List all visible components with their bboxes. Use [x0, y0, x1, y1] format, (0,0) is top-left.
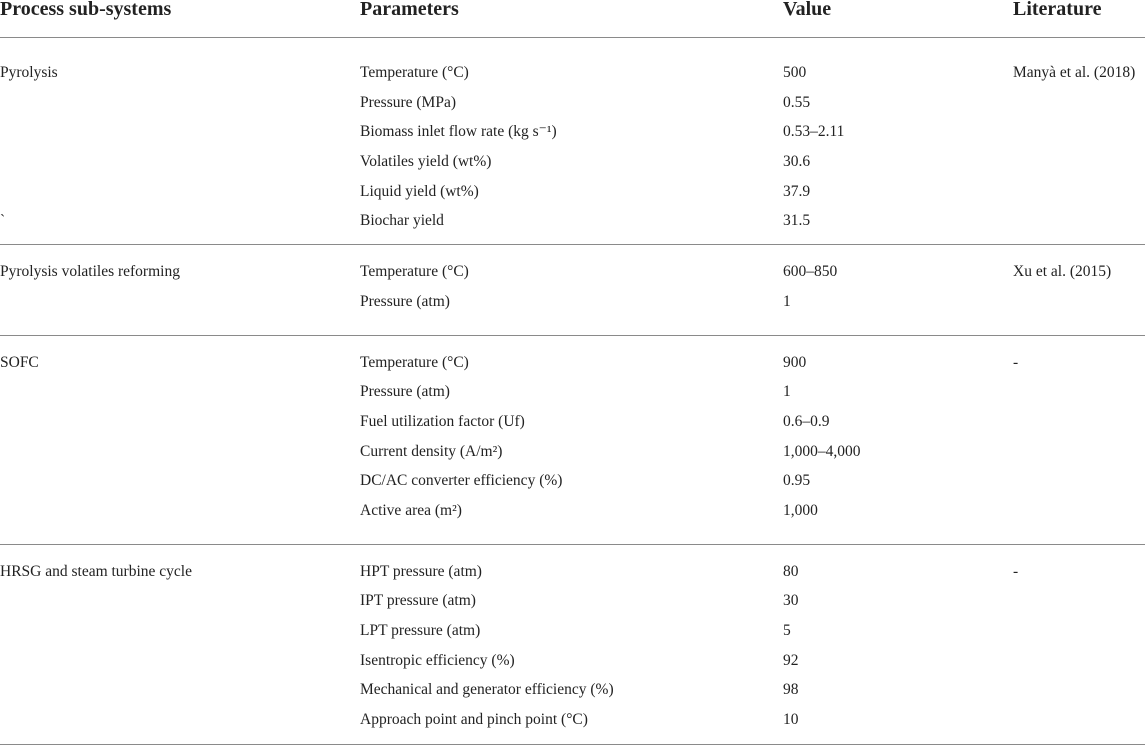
value-cell: 30 [783, 592, 799, 610]
section-hrsg [0, 545, 1145, 745]
subsystem-name: Pyrolysis [0, 64, 58, 81]
table-row [0, 177, 1145, 207]
value-cell: 0.55 [783, 93, 811, 111]
value-cell: 1,000 [783, 501, 818, 519]
parameter-cell: Fuel utilization factor (Uf) [360, 412, 525, 430]
table-row [0, 675, 1145, 705]
parameter-cell: Isentropic efficiency (%) [360, 651, 515, 669]
table-row [0, 206, 1145, 236]
value-cell: 900 [783, 353, 807, 371]
table-row [0, 407, 1145, 437]
parameter-cell: LPT pressure (atm) [360, 622, 481, 639]
table-row [0, 257, 1145, 287]
value-cell: 1,000–4,000 [783, 442, 861, 460]
value-cell: 1 [783, 292, 791, 310]
parameter-cell: Active area (m²) [360, 501, 462, 519]
value-cell: 0.6–0.9 [783, 412, 830, 430]
subsystem-name: Pyrolysis volatiles reforming [0, 263, 180, 281]
table-row [0, 616, 1145, 646]
parameter-cell: Volatiles yield (wt%) [360, 153, 492, 171]
value-cell: 500 [783, 64, 807, 81]
parameter-cell: IPT pressure (atm) [360, 592, 476, 610]
table-row [0, 586, 1145, 616]
parameter-cell: Biochar yield [360, 212, 444, 230]
table-row [0, 147, 1145, 177]
parameter-cell: Current density (A/m²) [360, 442, 503, 460]
literature-cell: - [1013, 353, 1019, 371]
table-row [0, 348, 1145, 378]
stray-marker: ` [0, 212, 6, 230]
parameter-cell: Mechanical and generator efficiency (%) [360, 681, 614, 699]
value-cell: 31.5 [783, 212, 811, 230]
section-pyrolysis [0, 38, 1145, 245]
value-cell: 1 [783, 383, 791, 401]
table-row [0, 646, 1145, 676]
literature-cell: Xu et al. (2015) [1013, 263, 1112, 281]
header-literature: Literature [1013, 0, 1102, 20]
parameter-cell: Approach point and pinch point (°C) [360, 711, 588, 729]
value-cell: 92 [783, 651, 799, 669]
parameter-cell: DC/AC converter efficiency (%) [360, 472, 563, 490]
parameter-cell: Pressure (MPa) [360, 93, 456, 111]
parameter-cell: Temperature (°C) [360, 263, 469, 281]
header-subsystem: Process sub-systems [0, 0, 172, 20]
table-row [0, 287, 1145, 317]
value-cell: 600–850 [783, 263, 838, 281]
value-cell: 5 [783, 622, 791, 639]
table-row [0, 496, 1145, 526]
value-cell: 0.53–2.11 [783, 123, 845, 141]
value-cell: 37.9 [783, 182, 811, 200]
subsystem-name: SOFC [0, 353, 39, 371]
value-cell: 0.95 [783, 472, 811, 490]
parameter-cell: Temperature (°C) [360, 64, 469, 81]
table-header [0, 0, 1145, 38]
subsystem-name: HRSG and steam turbine cycle [0, 562, 192, 580]
value-cell: 30.6 [783, 153, 811, 171]
value-cell: 10 [783, 711, 799, 729]
parameter-cell: Liquid yield (wt%) [360, 182, 479, 200]
value-cell: 80 [783, 562, 799, 580]
literature-cell: - [1013, 562, 1019, 580]
table-row [0, 377, 1145, 407]
header-parameters: Parameters [360, 0, 459, 20]
parameter-cell: HPT pressure (atm) [360, 562, 482, 580]
table-row [0, 58, 1145, 88]
parameter-cell: Biomass inlet flow rate (kg s⁻¹) [360, 123, 557, 141]
value-cell: 98 [783, 681, 799, 699]
literature-cell: Manyà et al. (2018) [1013, 64, 1136, 81]
parameter-cell: Pressure (atm) [360, 292, 450, 310]
table-row [0, 705, 1145, 735]
table-row [0, 466, 1145, 496]
table-row [0, 117, 1145, 147]
table-row [0, 557, 1145, 587]
header-value: Value [783, 0, 832, 20]
section-reforming [0, 245, 1145, 335]
section-sofc [0, 336, 1145, 545]
table-row [0, 437, 1145, 467]
parameter-cell: Temperature (°C) [360, 353, 469, 371]
table-row [0, 88, 1145, 118]
parameter-cell: Pressure (atm) [360, 383, 450, 401]
